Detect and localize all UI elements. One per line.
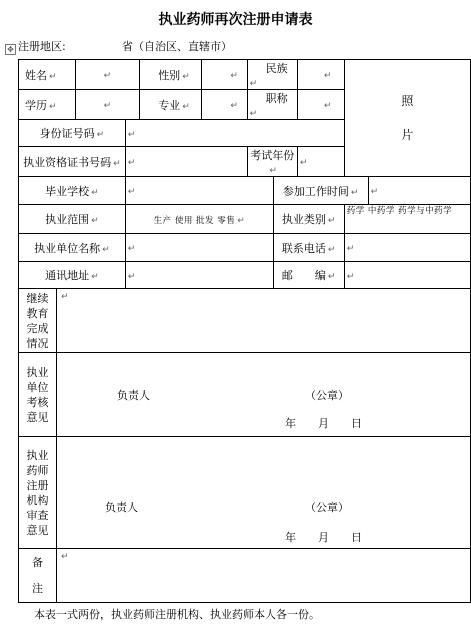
- cert-value-cell[interactable]: ↵: [125, 147, 247, 177]
- title-value-cell[interactable]: ↵: [297, 90, 344, 120]
- education-value-cell[interactable]: ↵: [75, 90, 140, 120]
- work-time-label-cell: 参加工作时间 ↵: [273, 177, 368, 205]
- footer-note: 本表一式两份，执业药师注册机构、执业药师本人各一份。: [34, 608, 320, 621]
- education-label-cell: 学历 ↵: [19, 90, 76, 120]
- cont-edu-label-cell: 继续 教育 完成 情况: [19, 289, 57, 353]
- unit-review-date: 年 月 日: [285, 417, 363, 430]
- major-label-cell: 专业 ↵: [140, 90, 202, 120]
- gender-value-cell[interactable]: ↵: [202, 60, 247, 90]
- work-time-value-cell[interactable]: ↵: [368, 177, 470, 205]
- table-anchor-icon[interactable]: ✥: [5, 44, 16, 55]
- unit-value-cell[interactable]: ↵: [125, 234, 273, 262]
- notes-label-cell: 备 注: [19, 549, 57, 603]
- cont-edu-value-cell[interactable]: ↵: [57, 289, 471, 353]
- id-label-cell: 身份证号码 ↵: [19, 120, 126, 147]
- name-label-cell: 姓名 ↵: [19, 60, 76, 90]
- scope-options-cell[interactable]: 生产 使用 批发 零售 ↵: [125, 205, 273, 234]
- name-value-cell[interactable]: ↵: [75, 60, 140, 90]
- reg-review-person: 负责人: [105, 501, 139, 514]
- school-value-cell[interactable]: ↵: [125, 177, 273, 205]
- exam-year-label-cell: 考试年份↵: [247, 147, 297, 177]
- unit-review-label-cell: 执业 单位 考核 意见: [19, 353, 57, 437]
- ethnicity-label-cell: 民族↵: [247, 60, 297, 90]
- phone-label-cell: 联系电话 ↵: [273, 234, 344, 262]
- unit-label-cell: 执业单位名称 ↵: [19, 234, 126, 262]
- title-label-cell: 职称↵: [247, 90, 297, 120]
- notes-value-cell[interactable]: ↵: [57, 549, 471, 603]
- major-value-cell[interactable]: ↵: [202, 90, 247, 120]
- registration-table: [18, 59, 471, 603]
- phone-value-cell[interactable]: ↵: [344, 234, 470, 262]
- region-label: 注册地区:: [18, 40, 66, 53]
- unit-review-person: 负责人: [117, 389, 151, 402]
- category-label-cell: 执业类别 ↵: [273, 205, 344, 234]
- postcode-value-cell[interactable]: ↵: [344, 262, 470, 289]
- unit-review-value-cell[interactable]: [57, 353, 471, 437]
- reg-review-seal: （公章）: [305, 501, 350, 514]
- category-options-cell[interactable]: 药学 中药学 药学与中药学: [344, 205, 470, 234]
- reg-review-label-cell: 执业 药师 注册 机构 审查 意见: [19, 437, 57, 549]
- address-label-cell: 通讯地址 ↵: [19, 262, 126, 289]
- region-value: 省（自治区、直辖市）: [122, 40, 232, 53]
- photo-cell: 照 片: [344, 60, 470, 177]
- address-value-cell[interactable]: ↵: [125, 262, 273, 289]
- reg-review-value-cell[interactable]: [57, 437, 471, 549]
- reg-review-date: 年 月 日: [285, 531, 363, 544]
- ethnicity-value-cell[interactable]: ↵: [297, 60, 344, 90]
- gender-label-cell: 性别 ↵: [140, 60, 202, 90]
- scope-label-cell: 执业范围 ↵: [19, 205, 126, 234]
- id-value-cell[interactable]: ↵: [125, 120, 344, 147]
- form-title: 执业药师再次注册申请表: [158, 12, 313, 28]
- unit-review-seal: （公章）: [305, 389, 350, 402]
- school-label-cell: 毕业学校 ↵: [19, 177, 126, 205]
- postcode-label-cell: 邮 编 ↵: [273, 262, 344, 289]
- cert-label-cell: 执业资格证书号码 ↵: [19, 147, 126, 177]
- exam-year-value-cell[interactable]: ↵: [297, 147, 344, 177]
